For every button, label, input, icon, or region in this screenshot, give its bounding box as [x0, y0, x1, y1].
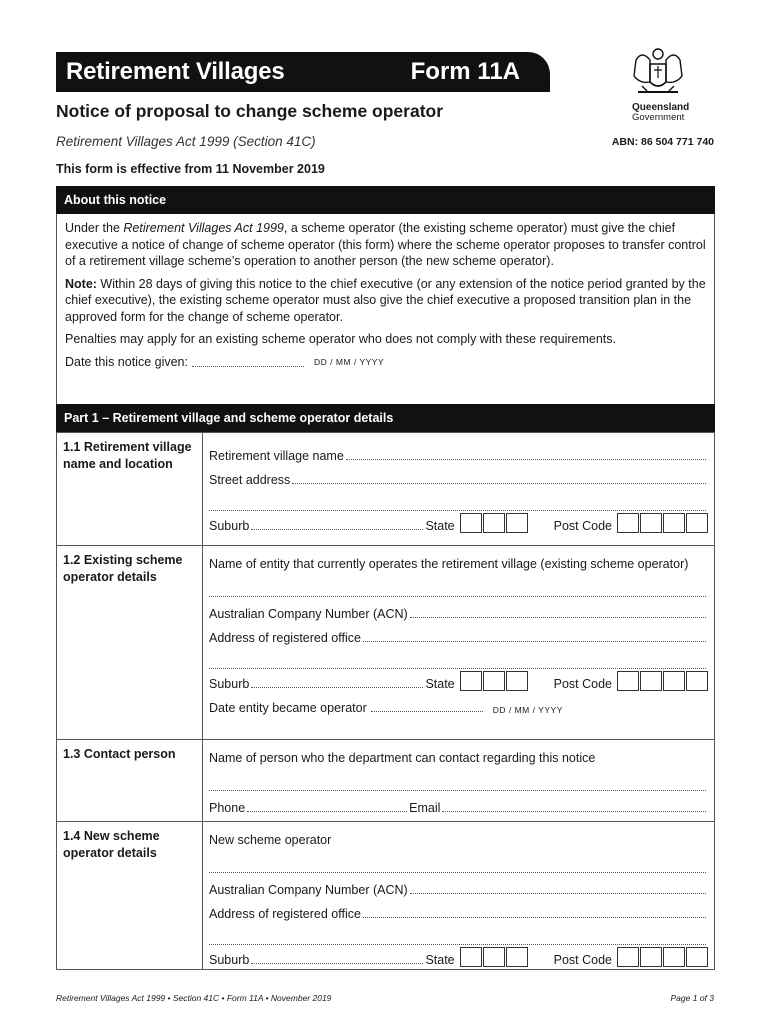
about-paragraph	[65, 220, 706, 270]
section-1-1-label: 1.1 Retirement village name and location	[57, 433, 203, 545]
state-boxes[interactable]	[459, 671, 528, 691]
street-address-line-2[interactable]	[209, 487, 706, 511]
email-label: Email	[409, 801, 441, 815]
new-acn-line[interactable]	[410, 893, 706, 894]
suburb-input[interactable]	[251, 529, 423, 530]
suburb-label: Suburb	[209, 953, 250, 967]
suburb-state-postcode-row	[209, 669, 708, 691]
suburb-input[interactable]	[251, 687, 423, 688]
email-input[interactable]	[442, 811, 706, 812]
postcode-label: Post Code	[553, 677, 612, 691]
suburb-label: Suburb	[209, 519, 250, 533]
suburb-input[interactable]	[251, 963, 423, 964]
about-text-pre: Under the	[65, 221, 124, 235]
act-reference: Retirement Villages Act 1999 (Section 41C)	[56, 134, 316, 149]
note-text: Within 28 days of giving this notice to the chief executive (or any extension of the notice period granted by the chief executive), the existing scheme operator must also give the chief executive a proposed transition plan in the approved form for the change of scheme operator.	[65, 276, 706, 324]
contact-name-input[interactable]	[209, 767, 706, 791]
suburb-state-postcode-row	[209, 945, 708, 967]
new-registered-office-field[interactable]	[209, 897, 708, 921]
operator-date-input[interactable]	[371, 711, 483, 712]
about-text-post: , a scheme operator (the existing scheme operator) must give the chief executive a notice of change of scheme operator (this form) where the scheme operator proposes to transfer control of a retirement village scheme’s operation to another person (the new scheme operator).	[65, 221, 706, 268]
village-name-line[interactable]	[346, 459, 706, 460]
footer-reference: Retirement Villages Act 1999 • Section 41C • Form 11A • November 2019	[56, 993, 332, 1003]
about-section	[56, 214, 715, 406]
new-operator-input[interactable]	[209, 849, 706, 873]
postcode-boxes[interactable]	[616, 671, 708, 691]
effective-date-note: This form is effective from 11 November 2019	[56, 162, 325, 176]
suburb-label: Suburb	[209, 677, 250, 691]
new-registered-office-label: Address of registered office	[209, 907, 361, 921]
part1-heading: Part 1 – Retirement village and scheme operator details	[56, 404, 715, 432]
page-number: Page 1 of 3	[670, 993, 714, 1003]
suburb-state-postcode-row	[209, 511, 708, 533]
village-name-label: Retirement village name	[209, 449, 344, 463]
section-1-3-label: 1.3 Contact person	[57, 740, 203, 821]
notice-date-label: Date this notice given:	[65, 354, 188, 369]
new-registered-office-line-2[interactable]	[209, 921, 706, 945]
registered-office-field[interactable]	[209, 621, 708, 645]
postcode-boxes[interactable]	[616, 513, 708, 533]
phone-email-row	[209, 791, 708, 815]
notice-date-input[interactable]	[192, 366, 304, 367]
state-boxes[interactable]	[459, 947, 528, 967]
abn-number: ABN: 86 504 771 740	[611, 136, 714, 148]
queensland-government-logo	[624, 46, 720, 124]
section-1-1-body	[203, 433, 714, 545]
entity-name-label: Name of entity that currently operates the retirement village (existing scheme operator)	[209, 557, 689, 571]
village-name-field[interactable]	[209, 439, 708, 463]
postcode-label: Post Code	[553, 519, 612, 533]
phone-label: Phone	[209, 801, 246, 815]
logo-line-1: Queensland	[632, 102, 690, 113]
section-1-2	[57, 545, 714, 739]
registered-office-line-2[interactable]	[209, 645, 706, 669]
contact-name-label: Name of person who the department can contact regarding this notice	[209, 751, 596, 765]
registered-office-label: Address of registered office	[209, 631, 361, 645]
acn-field[interactable]	[209, 597, 708, 621]
operator-date-row	[209, 691, 708, 715]
section-1-4	[57, 821, 714, 969]
form-subtitle: Notice of proposal to change scheme operator	[56, 101, 444, 121]
phone-input[interactable]	[247, 811, 407, 812]
street-address-label: Street address	[209, 473, 291, 487]
notice-date-format: DD / MM / YYYY	[314, 356, 385, 367]
acn-line[interactable]	[410, 617, 706, 618]
state-label: State	[425, 953, 455, 967]
part1-table	[56, 432, 715, 970]
street-address-line[interactable]	[292, 483, 706, 484]
section-1-2-label: 1.2 Existing scheme operator details	[57, 546, 203, 739]
state-label: State	[425, 677, 455, 691]
section-1-2-body	[203, 546, 714, 739]
operator-date-format: DD / MM / YYYY	[492, 705, 563, 715]
postcode-label: Post Code	[553, 953, 612, 967]
registered-office-line[interactable]	[363, 641, 706, 642]
note-paragraph	[65, 276, 706, 326]
acn-label: Australian Company Number (ACN)	[209, 607, 408, 621]
new-operator-label: New scheme operator	[209, 833, 332, 847]
logo-line-2: Government	[632, 112, 685, 123]
form-title: Retirement Villages	[66, 58, 285, 85]
section-1-3	[57, 739, 714, 821]
note-label: Note:	[65, 276, 97, 291]
new-registered-office-line[interactable]	[363, 917, 706, 918]
section-1-1	[57, 433, 714, 545]
entity-name-input[interactable]	[209, 573, 706, 597]
about-act-name: Retirement Villages Act 1999	[123, 221, 284, 235]
postcode-boxes[interactable]	[616, 947, 708, 967]
coat-of-arms-icon	[628, 46, 688, 102]
street-address-field[interactable]	[209, 463, 708, 487]
state-label: State	[425, 519, 455, 533]
notice-date-row	[65, 354, 706, 371]
form-number: Form 11A	[410, 58, 520, 85]
form-banner	[56, 52, 550, 92]
section-1-3-body	[203, 740, 714, 821]
about-heading: About this notice	[56, 186, 715, 214]
new-acn-label: Australian Company Number (ACN)	[209, 883, 408, 897]
new-acn-field[interactable]	[209, 873, 708, 897]
section-1-4-body	[203, 822, 714, 969]
penalties-paragraph: Penalties may apply for an existing scheme operator who does not comply with these requirements.	[65, 332, 616, 346]
section-1-4-label: 1.4 New scheme operator details	[57, 822, 203, 969]
state-boxes[interactable]	[459, 513, 528, 533]
operator-date-label: Date entity became operator	[209, 701, 367, 715]
